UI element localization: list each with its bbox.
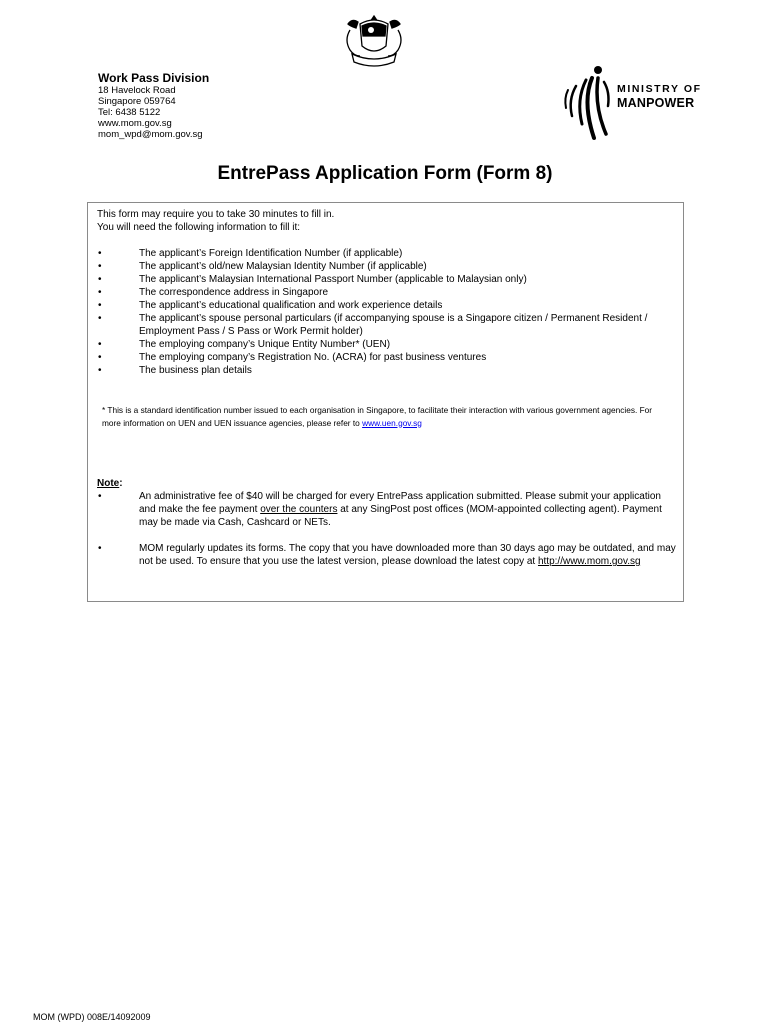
note-fee: • An administrative fee of $40 will be charged for every EntrePass application submitted. Please submit your application and make the fee payment over the counters at any SingPost post offices (MOM-appointed collecting agent). Payment may be made via Cash, Cashcard or NETs.	[98, 491, 662, 528]
list-item: • The applicant’s spouse personal particulars (if accompanying spouse is a Singapore citizen / Permanent Resident / Employment Pass / S Pass or Work Permit holder)	[98, 313, 648, 337]
division-contact-block	[98, 71, 398, 140]
uen-link[interactable]: www.uen.gov.sg	[362, 417, 422, 428]
intro-line: You will need the following information to fill it:	[97, 221, 301, 233]
address-line: Singapore 059764	[98, 96, 176, 107]
list-item: • The applicant’s Foreign Identification Number (if applicable)	[98, 248, 403, 259]
ministry-of-manpower-logo	[562, 64, 712, 144]
form-title: EntrePass Application Form (Form 8)	[217, 163, 553, 184]
note-form-updates: • MOM regularly updates its forms. The copy that you have downloaded more than 30 days ago may be outdated, and may not be used. To ensure that you use the latest version, please download the latest copy at http://www.mom.gov.sg	[98, 543, 676, 567]
bullet: •	[98, 300, 102, 311]
form-reference-footer: MOM (WPD) 008E/14092009	[33, 1012, 151, 1022]
list-item: • The correspondence address in Singapore	[98, 287, 329, 298]
bullet: •	[98, 261, 102, 272]
bullet: •	[98, 352, 102, 363]
list-item: • The applicant’s educational qualification and work experience details	[98, 300, 443, 311]
bullet: •	[98, 365, 102, 376]
telephone-line: Tel: 6438 5122	[98, 107, 161, 118]
bullet: •	[98, 287, 102, 298]
over-the-counters-text: over the counters	[260, 504, 338, 515]
address-line: 18 Havelock Road	[98, 85, 176, 96]
mom-website-link[interactable]: http://www.mom.gov.sg	[537, 556, 641, 567]
bullet: •	[98, 543, 102, 554]
list-item: • The employing company’s Unique Entity Number* (UEN)	[98, 339, 391, 350]
email-line: mom_wpd@mom.gov.sg	[98, 129, 203, 140]
intro-text	[97, 209, 334, 234]
note-heading: Note:	[97, 478, 123, 489]
requirements-list	[88, 247, 678, 377]
list-item: • The applicant’s old/new Malaysian Identity Number (if applicable)	[98, 261, 427, 272]
intro-line: This form may require you to take 30 minutes to fill in.	[97, 209, 335, 220]
bullet: •	[98, 313, 102, 324]
singapore-crest-logo	[338, 10, 410, 74]
manpower-figure-icon	[562, 64, 614, 144]
list-item: • The applicant’s Malaysian International Passport Number (applicable to Malaysian only)	[98, 274, 527, 285]
list-item: • The business plan details	[98, 365, 252, 376]
list-item: • The employing company’s Registration No. (ACRA) for past business ventures	[98, 352, 487, 363]
website-line: www.mom.gov.sg	[98, 118, 172, 129]
division-title: Work Pass Division	[98, 71, 210, 85]
logo-text-ministry-of: MINISTRY OF	[617, 83, 702, 95]
uen-footnote: * This is a standard identification number issued to each organisation in Singapore, to facilitate their interaction with various government agencies. For more information on UEN and UEN issuance agencies, please refer to www.uen.gov.sg	[102, 405, 653, 428]
logo-text-manpower: MANPOWER	[617, 96, 695, 110]
bullet: •	[98, 339, 102, 350]
instructions-box	[87, 202, 684, 602]
bullet: •	[98, 248, 102, 259]
bullet: •	[98, 491, 102, 502]
bullet: •	[98, 274, 102, 285]
